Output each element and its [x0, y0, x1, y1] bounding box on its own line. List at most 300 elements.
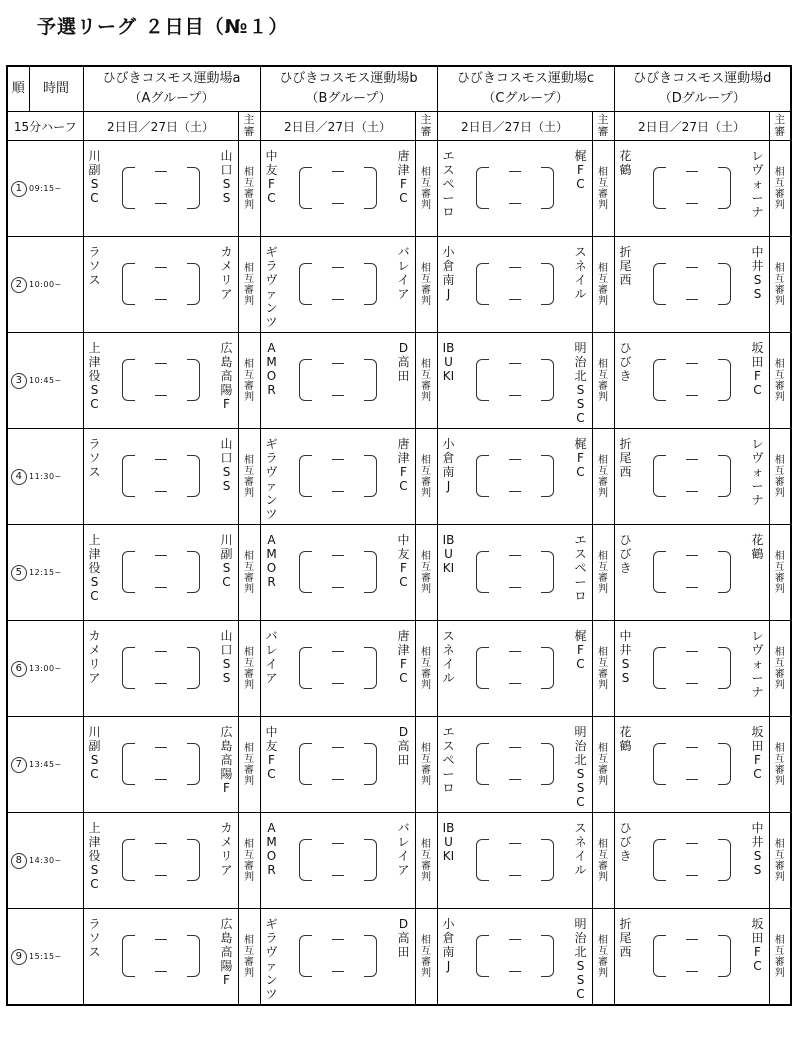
right-bracket: [364, 263, 377, 305]
match-cell: [437, 717, 592, 813]
score-dash: [155, 555, 167, 556]
home-team: バレイア: [265, 629, 278, 685]
start-time: 10:45~: [29, 376, 62, 385]
referee-cell: 相互審判: [769, 429, 791, 525]
time-cell: [7, 141, 83, 237]
away-team: 坂田FC: [751, 725, 764, 781]
left-bracket: [653, 167, 666, 209]
score-box: [116, 835, 206, 885]
left-bracket: [476, 647, 489, 689]
match-row: [7, 141, 791, 237]
away-team: 明治北SSC: [574, 917, 587, 1001]
score-dash: [155, 843, 167, 844]
right-bracket: [541, 839, 554, 881]
right-bracket: [718, 455, 731, 497]
main-referee-header: 主審: [415, 112, 437, 141]
time-cell: [7, 717, 83, 813]
score-box: [293, 931, 383, 981]
match-cell: [614, 717, 769, 813]
left-bracket: [299, 263, 312, 305]
right-bracket: [541, 167, 554, 209]
score-dash: [509, 363, 521, 364]
order-number: 4: [11, 469, 27, 485]
home-team: 小倉南J: [442, 245, 455, 301]
left-bracket: [476, 743, 489, 785]
start-time: 09:15~: [29, 184, 62, 193]
match-cell: [437, 429, 592, 525]
right-bracket: [541, 359, 554, 401]
right-bracket: [187, 551, 200, 593]
left-bracket: [122, 167, 135, 209]
referee-cell: 相互審判: [769, 141, 791, 237]
score-box: [647, 355, 737, 405]
away-team: 梶FC: [574, 437, 587, 479]
referee-cell: 相互審判: [592, 813, 614, 909]
subheader-row: [7, 112, 791, 141]
away-team: エスペーロ: [574, 533, 587, 603]
home-team: AMOR: [266, 533, 277, 589]
score-box: [470, 163, 560, 213]
left-bracket: [476, 551, 489, 593]
referee-cell: 相互審判: [769, 909, 791, 1006]
away-team: 中友FC: [397, 533, 410, 589]
home-team: エスペーロ: [442, 725, 455, 795]
away-team: 花鶴: [751, 533, 764, 561]
home-team: 花鶴: [619, 149, 632, 177]
right-bracket: [541, 743, 554, 785]
match-cell: [614, 141, 769, 237]
away-team: レヴォーナ: [751, 437, 764, 507]
main-referee-header: 主審: [238, 112, 260, 141]
referee-cell: 相互審判: [592, 141, 614, 237]
score-dash: [155, 299, 167, 300]
referee-cell: 相互審判: [592, 237, 614, 333]
score-box: [116, 739, 206, 789]
away-team: 明治北SSC: [574, 341, 587, 425]
away-team: 山口SS: [220, 629, 233, 685]
match-cell: [260, 141, 415, 237]
score-box: [470, 835, 560, 885]
order-number: 1: [11, 181, 27, 197]
score-dash: [686, 459, 698, 460]
score-dash: [332, 203, 344, 204]
home-team: 川副SC: [88, 725, 101, 781]
referee-cell: 相互審判: [415, 237, 437, 333]
away-team: カメリア: [220, 245, 233, 301]
referee-cell: 相互審判: [238, 621, 260, 717]
referee-cell: 相互審判: [238, 429, 260, 525]
referee-cell: 相互審判: [769, 813, 791, 909]
right-bracket: [718, 647, 731, 689]
left-bracket: [476, 359, 489, 401]
referee-cell: 相互審判: [238, 813, 260, 909]
score-dash: [155, 395, 167, 396]
away-team: レヴォーナ: [751, 629, 764, 699]
score-box: [116, 931, 206, 981]
match-cell: [83, 813, 238, 909]
start-time: 13:00~: [29, 664, 62, 673]
score-dash: [155, 875, 167, 876]
score-box: [647, 259, 737, 309]
left-bracket: [476, 167, 489, 209]
away-team: 唐津FC: [397, 149, 410, 205]
left-bracket: [653, 935, 666, 977]
schedule-table: [6, 65, 792, 1006]
match-cell: [260, 909, 415, 1006]
left-bracket: [299, 551, 312, 593]
referee-cell: 相互審判: [592, 429, 614, 525]
match-cell: [614, 237, 769, 333]
start-time: 13:45~: [29, 760, 62, 769]
score-box: [470, 355, 560, 405]
score-box: [647, 163, 737, 213]
left-bracket: [653, 455, 666, 497]
score-dash: [155, 171, 167, 172]
match-cell: [83, 333, 238, 429]
score-box: [470, 451, 560, 501]
score-box: [293, 739, 383, 789]
score-dash: [332, 555, 344, 556]
referee-cell: 相互審判: [592, 909, 614, 1006]
home-team: IBUKI: [442, 533, 455, 575]
referee-cell: 相互審判: [238, 717, 260, 813]
date-label: 2日目／27日（土）: [260, 112, 415, 141]
time-cell: [7, 909, 83, 1006]
score-dash: [686, 203, 698, 204]
score-dash: [332, 267, 344, 268]
score-dash: [155, 779, 167, 780]
right-bracket: [187, 839, 200, 881]
score-dash: [686, 843, 698, 844]
away-team: D高田: [397, 725, 410, 767]
score-box: [116, 643, 206, 693]
time-cell: [7, 621, 83, 717]
away-team: スネイル: [574, 245, 587, 301]
away-team: レヴォーナ: [751, 149, 764, 219]
home-team: IBUKI: [442, 821, 455, 863]
away-team: 坂田FC: [751, 917, 764, 973]
score-dash: [332, 459, 344, 460]
home-team: ギラヴァンツ: [265, 245, 278, 329]
referee-cell: 相互審判: [592, 717, 614, 813]
score-dash: [686, 683, 698, 684]
away-team: 広島高陽F: [220, 917, 233, 987]
referee-cell: 相互審判: [769, 621, 791, 717]
score-dash: [332, 843, 344, 844]
away-team: 山口SS: [220, 149, 233, 205]
score-dash: [509, 459, 521, 460]
order-number: 8: [11, 853, 27, 869]
main-referee-header: 主審: [592, 112, 614, 141]
group-name: （Dグループ）: [658, 91, 746, 106]
left-bracket: [122, 743, 135, 785]
header-row: [7, 66, 791, 112]
score-box: [470, 643, 560, 693]
score-dash: [686, 587, 698, 588]
left-bracket: [653, 647, 666, 689]
home-team: 中友FC: [265, 149, 278, 205]
match-cell: [83, 909, 238, 1006]
score-dash: [332, 587, 344, 588]
match-row: [7, 909, 791, 1006]
date-label: 2日目／27日（土）: [614, 112, 769, 141]
away-team: 唐津FC: [397, 437, 410, 493]
away-team: 川副SC: [220, 533, 233, 589]
score-box: [470, 739, 560, 789]
referee-cell: 相互審判: [238, 909, 260, 1006]
score-dash: [686, 299, 698, 300]
score-box: [647, 547, 737, 597]
right-bracket: [364, 743, 377, 785]
score-dash: [509, 587, 521, 588]
left-bracket: [122, 551, 135, 593]
right-bracket: [541, 647, 554, 689]
right-bracket: [541, 551, 554, 593]
left-bracket: [476, 455, 489, 497]
score-box: [293, 835, 383, 885]
score-dash: [509, 875, 521, 876]
right-bracket: [364, 551, 377, 593]
field-name: ひびきコスモス運動場a: [102, 71, 241, 86]
score-dash: [155, 651, 167, 652]
start-time: 14:30~: [29, 856, 62, 865]
referee-cell: 相互審判: [415, 429, 437, 525]
score-dash: [155, 747, 167, 748]
home-team: 折尾西: [619, 917, 632, 959]
referee-cell: 相互審判: [769, 525, 791, 621]
score-dash: [332, 971, 344, 972]
order-number: 2: [11, 277, 27, 293]
match-cell: [437, 813, 592, 909]
home-team: 川副SC: [88, 149, 101, 205]
time-cell: [7, 429, 83, 525]
score-dash: [686, 491, 698, 492]
right-bracket: [187, 743, 200, 785]
away-team: カメリア: [220, 821, 233, 877]
right-bracket: [364, 935, 377, 977]
match-row: [7, 429, 791, 525]
group-name: （Bグループ）: [305, 91, 392, 106]
field-b-header: [260, 66, 437, 112]
referee-cell: 相互審判: [415, 621, 437, 717]
away-team: D高田: [397, 917, 410, 959]
home-team: ひびき: [619, 533, 632, 575]
score-dash: [155, 587, 167, 588]
match-row: [7, 237, 791, 333]
order-number: 7: [11, 757, 27, 773]
right-bracket: [718, 263, 731, 305]
left-bracket: [299, 647, 312, 689]
match-row: [7, 717, 791, 813]
score-dash: [686, 267, 698, 268]
away-team: 広島高陽F: [220, 341, 233, 411]
score-box: [293, 547, 383, 597]
score-dash: [155, 491, 167, 492]
score-dash: [509, 971, 521, 972]
score-dash: [509, 299, 521, 300]
match-cell: [614, 813, 769, 909]
away-team: 梶FC: [574, 149, 587, 191]
right-bracket: [541, 455, 554, 497]
left-bracket: [653, 839, 666, 881]
score-box: [293, 355, 383, 405]
right-bracket: [187, 167, 200, 209]
home-team: AMOR: [266, 341, 277, 397]
order-number: 3: [11, 373, 27, 389]
match-cell: [260, 717, 415, 813]
home-team: ひびき: [619, 341, 632, 383]
away-team: 坂田FC: [751, 341, 764, 397]
time-cell: [7, 237, 83, 333]
match-row: [7, 621, 791, 717]
score-dash: [509, 747, 521, 748]
score-dash: [509, 491, 521, 492]
score-dash: [332, 491, 344, 492]
away-team: 広島高陽F: [220, 725, 233, 795]
score-box: [647, 739, 737, 789]
left-bracket: [653, 551, 666, 593]
home-team: 花鶴: [619, 725, 632, 753]
match-cell: [83, 525, 238, 621]
away-team: D高田: [397, 341, 410, 383]
home-team: 上津役SC: [88, 341, 101, 411]
left-bracket: [299, 167, 312, 209]
home-team: 小倉南J: [442, 917, 455, 973]
score-box: [647, 931, 737, 981]
match-cell: [614, 909, 769, 1006]
match-cell: [260, 429, 415, 525]
home-team: ギラヴァンツ: [265, 437, 278, 521]
home-team: 上津役SC: [88, 821, 101, 891]
score-box: [470, 259, 560, 309]
match-cell: [614, 621, 769, 717]
group-name: （Aグループ）: [128, 91, 215, 106]
right-bracket: [364, 167, 377, 209]
match-cell: [260, 813, 415, 909]
left-bracket: [653, 263, 666, 305]
match-cell: [437, 621, 592, 717]
referee-cell: 相互審判: [592, 333, 614, 429]
score-dash: [509, 779, 521, 780]
right-bracket: [187, 263, 200, 305]
away-team: スネイル: [574, 821, 587, 877]
left-bracket: [122, 263, 135, 305]
score-box: [116, 259, 206, 309]
score-dash: [332, 171, 344, 172]
right-bracket: [718, 551, 731, 593]
match-cell: [614, 525, 769, 621]
home-team: 上津役SC: [88, 533, 101, 603]
away-team: 山口SS: [220, 437, 233, 493]
score-dash: [155, 459, 167, 460]
referee-cell: 相互審判: [415, 813, 437, 909]
right-bracket: [187, 647, 200, 689]
match-row: [7, 525, 791, 621]
match-cell: [83, 429, 238, 525]
right-bracket: [364, 647, 377, 689]
score-dash: [509, 683, 521, 684]
score-dash: [509, 395, 521, 396]
referee-cell: 相互審判: [592, 525, 614, 621]
score-box: [647, 643, 737, 693]
field-name: ひびきコスモス運動場b: [279, 71, 418, 86]
date-label: 2日目／27日（土）: [83, 112, 238, 141]
match-row: [7, 333, 791, 429]
left-bracket: [122, 455, 135, 497]
field-a-header: [83, 66, 260, 112]
away-team: 中井SS: [751, 245, 764, 301]
left-bracket: [299, 935, 312, 977]
away-team: 明治北SSC: [574, 725, 587, 809]
home-team: 中友FC: [265, 725, 278, 781]
match-cell: [614, 333, 769, 429]
referee-cell: 相互審判: [769, 237, 791, 333]
order-number: 9: [11, 949, 27, 965]
home-team: 折尾西: [619, 437, 632, 479]
score-box: [647, 451, 737, 501]
away-team: バレイア: [397, 245, 410, 301]
group-name: （Cグループ）: [482, 91, 569, 106]
score-dash: [332, 747, 344, 748]
time-cell: [7, 333, 83, 429]
left-bracket: [122, 359, 135, 401]
score-dash: [686, 939, 698, 940]
score-box: [116, 163, 206, 213]
score-dash: [686, 555, 698, 556]
referee-cell: 相互審判: [415, 141, 437, 237]
score-dash: [686, 171, 698, 172]
match-cell: [260, 525, 415, 621]
referee-cell: 相互審判: [238, 333, 260, 429]
order-number: 6: [11, 661, 27, 677]
left-bracket: [299, 359, 312, 401]
match-cell: [437, 909, 592, 1006]
left-bracket: [299, 455, 312, 497]
order-header: 順: [7, 66, 29, 112]
start-time: 10:00~: [29, 280, 62, 289]
home-team: IBUKI: [442, 341, 455, 383]
score-dash: [155, 683, 167, 684]
score-dash: [509, 939, 521, 940]
score-dash: [332, 779, 344, 780]
score-dash: [509, 203, 521, 204]
time-cell: [7, 525, 83, 621]
match-cell: [83, 621, 238, 717]
away-team: 唐津FC: [397, 629, 410, 685]
right-bracket: [718, 839, 731, 881]
score-dash: [509, 555, 521, 556]
score-dash: [155, 939, 167, 940]
away-team: 中井SS: [751, 821, 764, 877]
score-dash: [332, 299, 344, 300]
score-dash: [686, 363, 698, 364]
home-team: ラソス: [88, 437, 101, 479]
left-bracket: [299, 743, 312, 785]
left-bracket: [653, 359, 666, 401]
score-dash: [332, 875, 344, 876]
match-cell: [437, 237, 592, 333]
score-dash: [155, 363, 167, 364]
home-team: ひびき: [619, 821, 632, 863]
match-cell: [437, 141, 592, 237]
right-bracket: [718, 743, 731, 785]
home-team: 小倉南J: [442, 437, 455, 493]
score-dash: [509, 171, 521, 172]
score-dash: [155, 267, 167, 268]
score-dash: [332, 683, 344, 684]
referee-cell: 相互審判: [415, 717, 437, 813]
referee-cell: 相互審判: [415, 333, 437, 429]
